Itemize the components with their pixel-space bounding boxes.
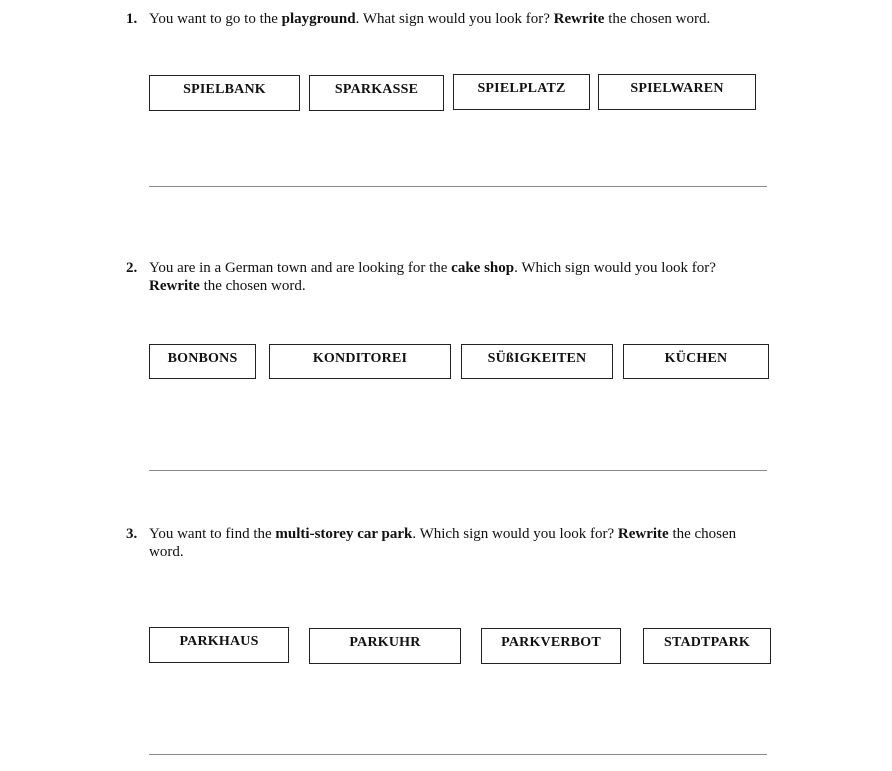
question-number: 2. [126,260,138,276]
prompt-text: . Which sign would you look for? [514,260,716,276]
prompt-line [149,259,799,277]
prompt-keyword: playground [281,11,356,27]
answer-line[interactable] [149,186,767,187]
prompt-instruction: Rewrite [553,11,605,27]
answer-line[interactable] [149,470,767,471]
question-prompt [149,259,799,295]
sign-option: PARKVERBOT [481,628,621,664]
question-prompt [149,525,789,561]
prompt-text: the chosen word. [199,278,306,294]
sign-option: SPARKASSE [309,75,444,111]
prompt-text: You are in a German town and are looking for the [149,260,452,276]
sign-option: STADTPARK [643,628,771,664]
prompt-instruction: Rewrite [149,278,200,294]
prompt-keyword: multi-storey car park [275,526,413,542]
prompt-line [149,543,789,561]
prompt-text: . What sign would you look for? [355,11,554,27]
sign-option: KONDITOREI [269,344,451,379]
prompt-text: the chosen [668,526,737,542]
prompt-text: the chosen word. [604,11,711,27]
answer-line[interactable] [149,754,767,755]
question-prompt [149,10,789,28]
prompt-keyword: cake shop [451,260,515,276]
prompt-text: . Which sign would you look for? [412,526,618,542]
sign-option: KÜCHEN [623,344,769,379]
prompt-line [149,525,789,543]
sign-option: PARKHAUS [149,627,289,663]
sign-option: BONBONS [149,344,256,379]
sign-option: PARKUHR [309,628,461,664]
sign-option: SPIELBANK [149,75,300,111]
prompt-text: You want to find the [149,526,276,542]
sign-option: SPIELPLATZ [453,74,590,110]
sign-option: SPIELWAREN [598,74,756,110]
sign-option: SÜßIGKEITEN [461,344,613,379]
prompt-text: word. [149,544,184,560]
prompt-instruction: Rewrite [617,526,669,542]
question-number: 3. [126,526,138,542]
prompt-line [149,277,799,295]
question-number: 1. [126,11,138,27]
prompt-text: You want to go to the [149,11,282,27]
